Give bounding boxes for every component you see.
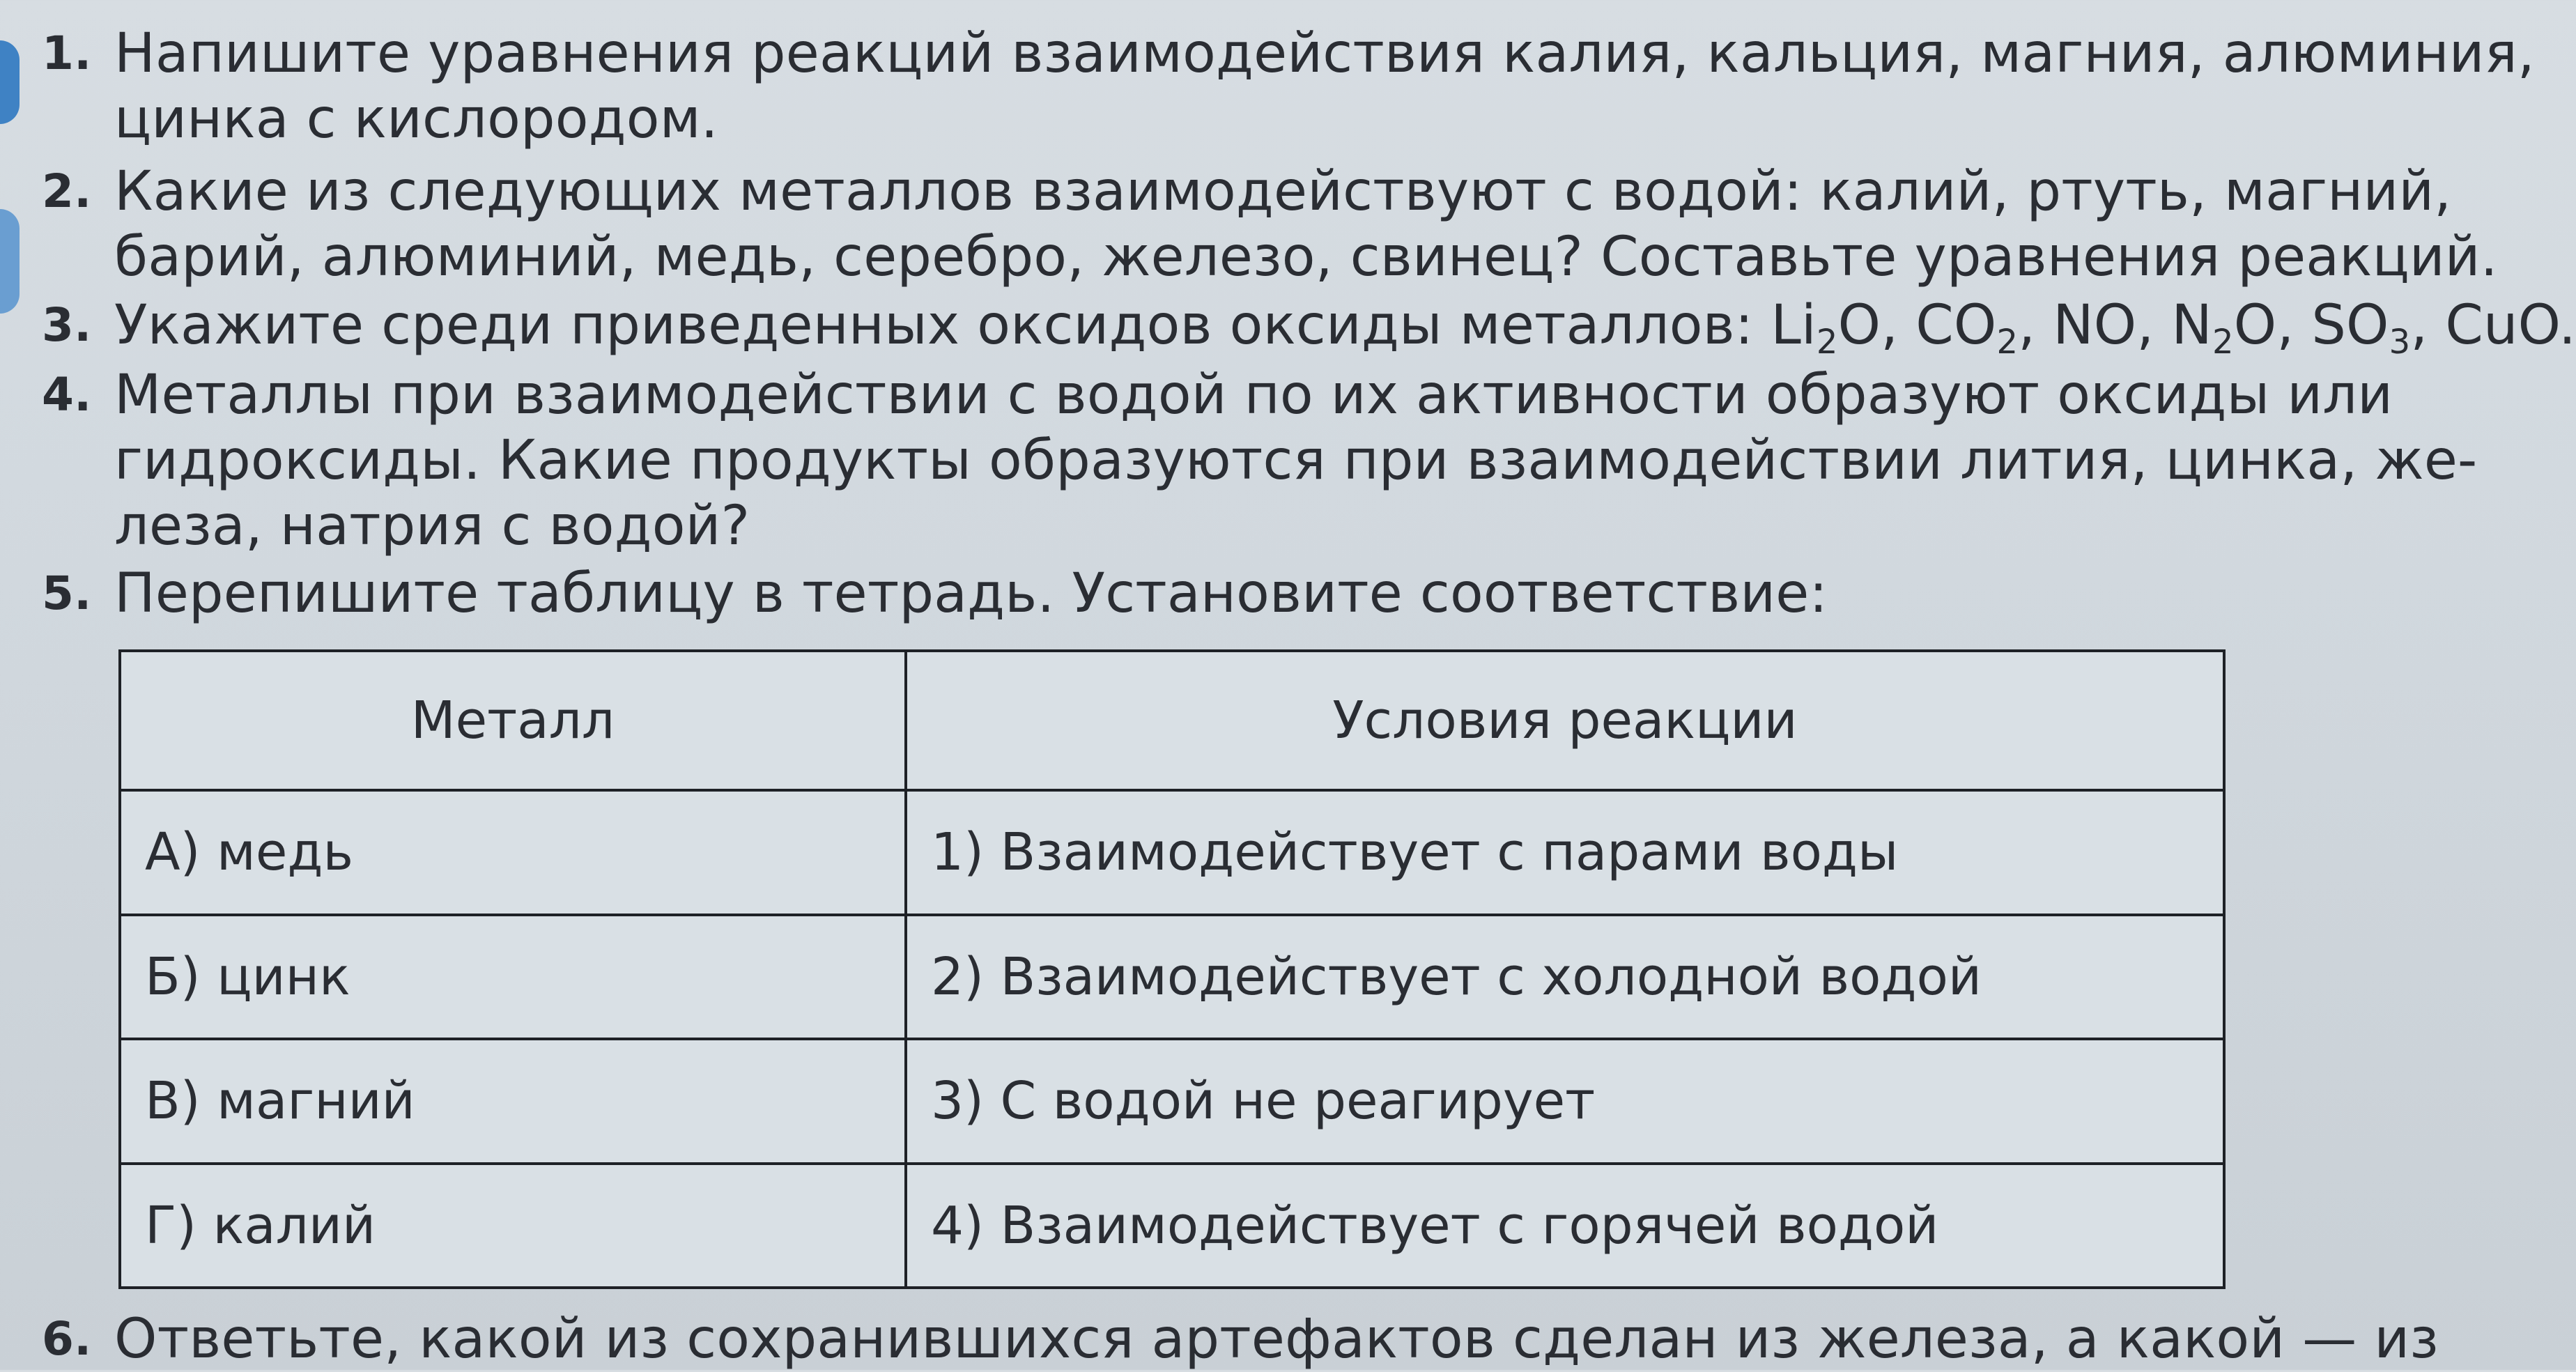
metal-cell: А) медь bbox=[120, 790, 906, 915]
task-number: 3. bbox=[42, 298, 92, 352]
table-row bbox=[120, 790, 2224, 915]
blue-margin-marker bbox=[0, 209, 20, 314]
task-line: гидроксиды. Какие продукты образуются при взаимодействии лития, цинка, же- bbox=[114, 429, 2478, 492]
task-number: 6. bbox=[42, 1312, 92, 1366]
task-number: 2. bbox=[42, 164, 92, 218]
task-line: цинка с кислородом. bbox=[114, 88, 718, 151]
oxide-formula-list: $Li_2O$, $CO_2$, NO, $N_2O$, $SO_3$, CuO. bbox=[1771, 294, 2576, 362]
metal-cell: Г) калий bbox=[120, 1164, 906, 1288]
header-metal: Металл bbox=[120, 651, 906, 790]
task-text bbox=[114, 21, 2535, 152]
oxide-formula: $N_2O$ bbox=[2171, 294, 2277, 362]
blue-margin-marker bbox=[0, 40, 20, 124]
task-text bbox=[114, 1307, 2439, 1372]
metal-cell: Б) цинк bbox=[120, 915, 906, 1040]
task-line: Какие из следующих металлов взаимодействуют с водой: калий, ртуть, магний, bbox=[114, 160, 2452, 223]
task-line: барий, алюминий, медь, серебро, железо, свинец? Составьте уравнения реакций. bbox=[114, 226, 2498, 288]
table-row bbox=[120, 915, 2224, 1040]
task-number: 5. bbox=[42, 566, 92, 620]
metal-cell: В) магний bbox=[120, 1039, 906, 1164]
oxide-formula: CuO bbox=[2445, 294, 2559, 357]
header-reaction-conditions: Условия реакции bbox=[906, 651, 2224, 790]
formula-subscript: 3 bbox=[2389, 323, 2411, 362]
formula-subscript: 2 bbox=[1996, 323, 2019, 362]
matching-table bbox=[118, 649, 2226, 1289]
task-line: Металлы при взаимодействии с водой по их активности образуют оксиды или bbox=[114, 364, 2393, 426]
task-line: Ответьте, какой из сохранившихся артефактов сделан из железа, а какой — из bbox=[114, 1308, 2439, 1371]
task-text bbox=[114, 159, 2498, 290]
condition-cell: 4) Взаимодействует с горячей водой bbox=[906, 1164, 2224, 1288]
task-prompt: Укажите среди приведенных оксидов оксиды металлов: bbox=[114, 294, 1754, 357]
task-text bbox=[114, 561, 2267, 626]
table-row bbox=[120, 1039, 2224, 1164]
oxide-formula: $CO_2$ bbox=[1915, 294, 2019, 362]
task-line: Напишите уравнения реакций взаимодействия калия, кальция, магния, алюминия, bbox=[114, 22, 2535, 85]
formula-subscript: 2 bbox=[1816, 323, 1838, 362]
task-text bbox=[114, 362, 2478, 559]
condition-cell: 3) С водой не реагирует bbox=[906, 1039, 2224, 1164]
oxide-formula: $Li_2O$ bbox=[1771, 294, 1881, 362]
condition-cell: 2) Взаимодействует с холодной водой bbox=[906, 915, 2224, 1040]
task-line: Перепишите таблицу в тетрадь. Установите соответствие: bbox=[114, 562, 1828, 625]
condition-cell: 1) Взаимодействует с парами воды bbox=[906, 790, 2224, 915]
task-number: 1. bbox=[42, 26, 92, 80]
oxide-formula: $SO_3$ bbox=[2311, 294, 2411, 362]
metal-reaction-table bbox=[118, 649, 2226, 1289]
oxide-formula: NO bbox=[2053, 294, 2137, 357]
table-row bbox=[120, 1164, 2224, 1288]
task-number: 4. bbox=[42, 368, 92, 422]
formula-subscript: 2 bbox=[2212, 323, 2234, 362]
task-line: леза, натрия с водой? bbox=[114, 495, 750, 557]
